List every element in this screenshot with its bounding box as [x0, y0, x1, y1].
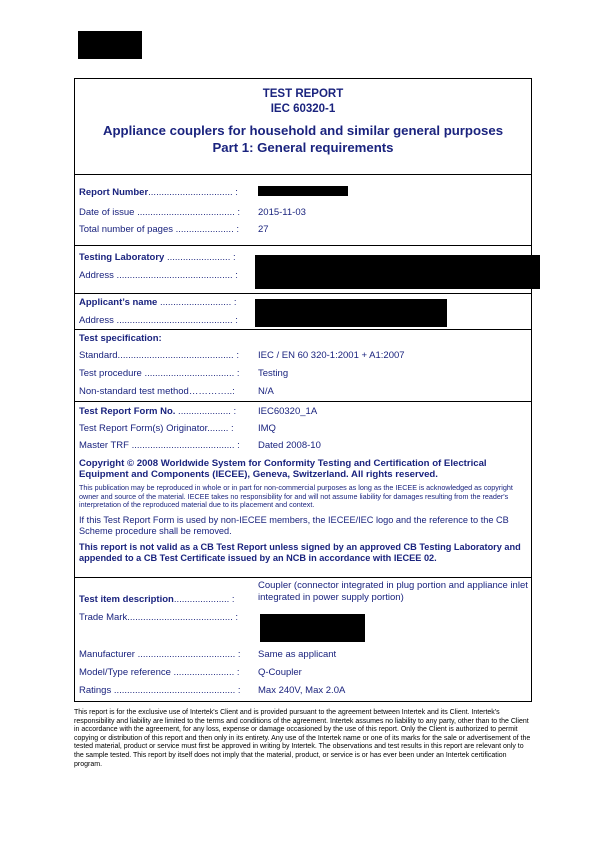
- copyright-heading: Copyright © 2008 Worldwide System for Conformity Testing and Certification of Electrical Equipment and Components (IECEE), Geneva, Switzerland. All rights reserved.: [79, 458, 487, 480]
- total-pages-label: Total number of pages ...................... :: [79, 224, 239, 235]
- document-subject: Appliance couplers for household and similar general purposes: [102, 123, 504, 138]
- validity-notice: This report is not valid as a CB Test Report unless signed by an approved CB Testing Laboratory and appended to a CB Test Certificate issued by an NCB in accordance with IECEE 02.: [79, 542, 521, 563]
- divider: [75, 401, 531, 402]
- copyright-body: This publication may be reproduced in whole or in part for non-commercial purposes as long as the IECEE is acknowledged as copyright owner and source of the material. IECEE takes no responsibility for and will not assume liability for damages resulting from the reader's interpretation of the reproduced material due to its placement and context.: [79, 483, 513, 510]
- model-type-label: Model/Type reference ....................... :: [79, 667, 240, 678]
- redacted-report-number: [258, 186, 348, 196]
- trf-originator-value: IMQ: [258, 423, 276, 434]
- non-standard-method-value: N/A: [258, 386, 274, 397]
- standard-label: Standard............................................ :: [79, 350, 239, 361]
- standard-value: IEC / EN 60 320-1:2001 + A1:2007: [258, 350, 405, 361]
- manufacturer-label: Manufacturer ..................................... :: [79, 649, 241, 660]
- redacted-logo: [78, 31, 142, 59]
- master-trf-value: Dated 2008-10: [258, 440, 321, 451]
- document-part: Part 1: General requirements: [212, 140, 394, 155]
- laboratory-address-label: Address ............................................ :: [79, 270, 238, 281]
- test-specification-heading: Test specification:: [79, 333, 162, 344]
- applicant-name-label: Applicant’s name ........................... :: [79, 297, 237, 308]
- test-procedure-label: Test procedure .................................. :: [79, 368, 240, 379]
- test-item-description-value: Coupler (connector integrated in plug portion and appliance inlet integrated in power supply portion): [258, 580, 528, 603]
- redacted-laboratory: [255, 255, 540, 289]
- standard-title: IEC 60320-1: [270, 103, 336, 115]
- divider: [75, 329, 531, 330]
- ratings-label: Ratings .............................................. :: [79, 685, 241, 696]
- divider: [75, 174, 531, 175]
- testing-laboratory-label: Testing Laboratory ........................ :: [79, 252, 236, 263]
- trade-mark-label: Trade Mark........................................ :: [79, 612, 239, 623]
- redacted-applicant: [255, 299, 447, 327]
- trf-originator-label: Test Report Form(s) Originator........ :: [79, 423, 234, 434]
- non-standard-method-label: Non-standard test method…………..:: [79, 386, 235, 397]
- ratings-value: Max 240V, Max 2.0A: [258, 685, 346, 696]
- master-trf-label: Master TRF ....................................... :: [79, 440, 240, 451]
- model-type-value: Q-Coupler: [258, 667, 302, 678]
- report-title: TEST REPORT: [262, 88, 344, 100]
- trf-number-label: Test Report Form No. .................... :: [79, 406, 237, 417]
- date-of-issue-label: Date of issue ..................................... :: [79, 207, 241, 218]
- footer-disclaimer: This report is for the exclusive use of Intertek's Client and is provided pursuant to the agreement between Intertek and its Client. Intertek's responsibility and liability are limited to the terms and conditions of the agreement. Intertek assumes no liability to any party, other than to the Client in accordance with the agreement, for any loss, expense or damage occasioned by the use of this report. Only the Client is authorized to permit copying or distribution of this report and then only in its entirety. Any use of the Intertek name or one of its marks for the sale or advertisement of the tested material, product or service must first be approved in writing by Intertek. The observations and test results in this report are relevant only to the sample tested. This report by itself does not imply that the material, product, or service is or has ever been under an Intertek certification program.: [74, 709, 531, 768]
- divider: [75, 293, 531, 294]
- divider: [75, 245, 531, 246]
- date-of-issue-value: 2015-11-03: [258, 207, 306, 218]
- non-member-notice: If this Test Report Form is used by non-IECEE members, the IECEE/IEC logo and the reference to the CB Scheme procedure shall be removed.: [79, 515, 509, 536]
- test-procedure-value: Testing: [258, 368, 289, 379]
- total-pages-value: 27: [258, 224, 269, 235]
- applicant-address-label: Address ............................................ :: [79, 315, 238, 326]
- report-frame: [74, 78, 532, 702]
- report-number-label: Report Number................................ :: [79, 187, 238, 198]
- test-item-description-label: Test item description..................... :: [79, 594, 235, 605]
- divider: [75, 577, 531, 578]
- redacted-trade-mark: [260, 614, 365, 642]
- trf-number-value: IEC60320_1A: [258, 406, 318, 417]
- manufacturer-value: Same as applicant: [258, 649, 337, 660]
